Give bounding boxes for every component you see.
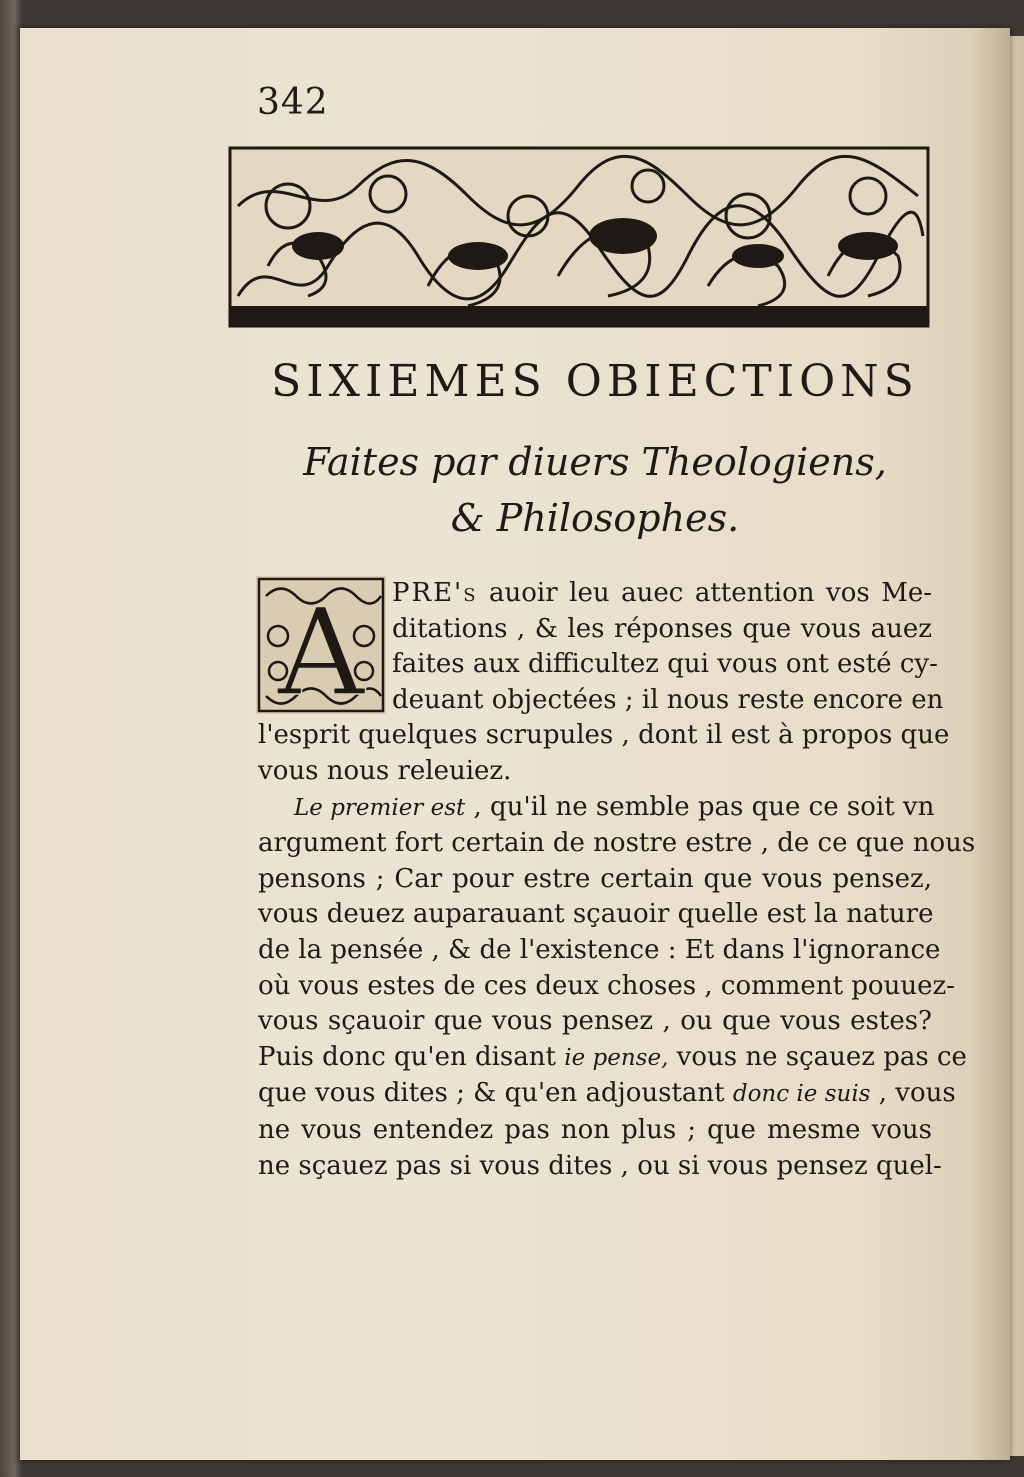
text-line-1: PRE's auoir leu auec attention vos Me- (392, 578, 932, 608)
text-line-8: argument fort certain de nostre estre , de ce que nous (258, 828, 976, 859)
text-line-16: ne vous entendez pas non plus ; que mesme vous (258, 1114, 932, 1145)
text-line-2: ditations , & les réponses que vous auez (392, 613, 932, 644)
text-line-6: vous nous releuiez. (258, 755, 512, 786)
text-line-17: ne sçauez pas si vous dites , ou si vous pensez quel- (258, 1150, 942, 1181)
text-line-15: que vous dites ; & qu'en adjoustant donc ie suis , vous (258, 1078, 956, 1109)
section-title: SIXIEMES OBIECTIONS (271, 356, 919, 407)
main-text (258, 576, 976, 1184)
text-line-3: faites aux difficultez qui vous ont esté cy- (392, 649, 938, 680)
text-line-7: Le premier est , qu'il ne semble pas que ce soit vn (294, 791, 935, 822)
subtitle-line-2: & Philosophes. (450, 496, 740, 540)
text-line-13: vous sçauoir que vous pensez , ou que vous estes? (258, 1006, 932, 1037)
text-line-9: pensons ; Car pour estre certain que vous pensez, (258, 863, 932, 894)
text-line-4: deuant objectées ; il nous reste encore en (392, 684, 944, 715)
dropcap-letter: A (277, 584, 365, 714)
ornamental-headpiece (228, 146, 930, 328)
section-subtitle (256, 434, 934, 546)
text-line-10: vous deuez auparauant sçauoir quelle est la nature (258, 899, 934, 930)
text-line-14: Puis donc qu'en disant ie pense, vous ne sçauez pas ce (258, 1041, 967, 1072)
subtitle-line-1: Faites par diuers Theologiens, (303, 440, 887, 484)
text-line-11: de la pensée , & de l'existence : Et dans l'ignorance (258, 934, 941, 965)
text-line-5: l'esprit quelques scrupules , dont il est à propos que (258, 720, 950, 751)
page-number: 342 (257, 82, 329, 123)
text-line-12: où vous estes de ces deux choses , comment pouuez- (258, 970, 955, 1001)
